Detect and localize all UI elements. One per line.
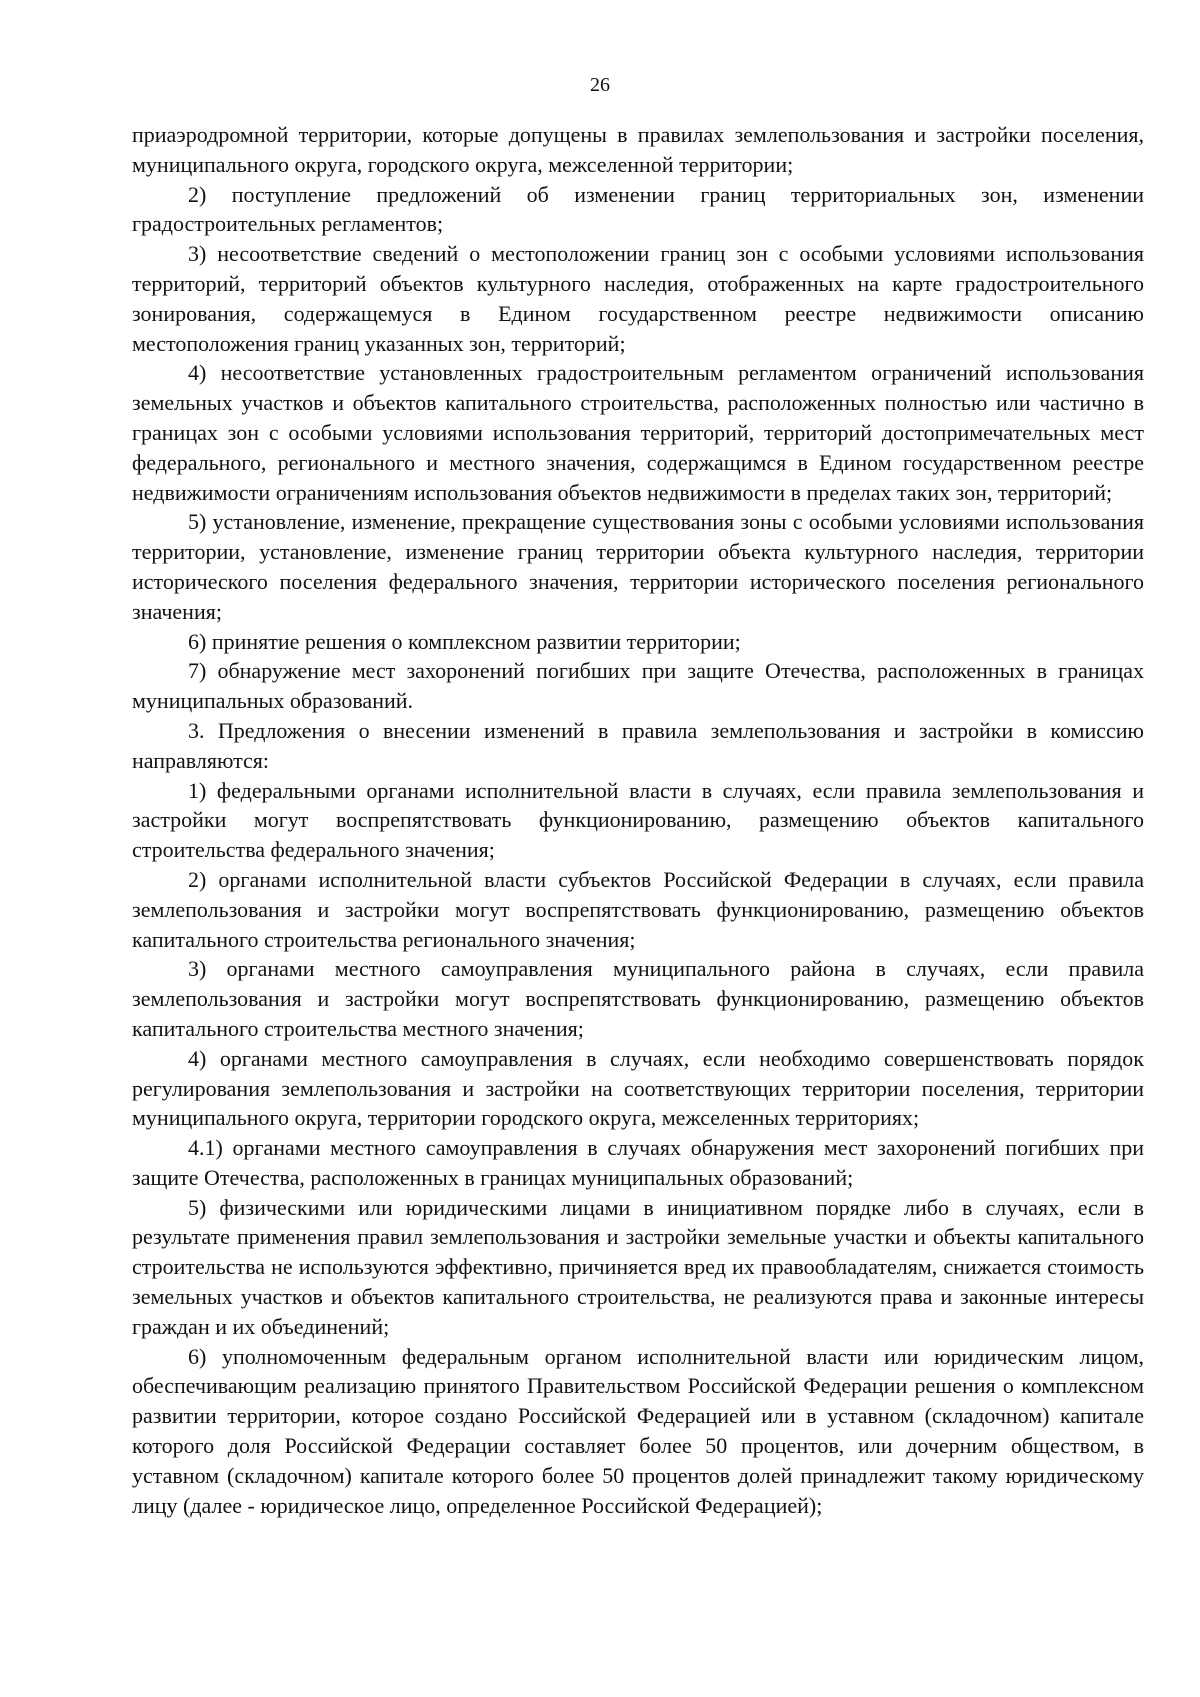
paragraph-section-3: 3. Предложения о внесении изменений в правила землепользования и застройки в комиссию направляются:: [132, 717, 1144, 773]
paragraph-item-3: 3) несоответствие сведений о местоположении границ зон с особыми условиями использования территорий, территорий объектов культурного наследия, отображенных на карте градостроительного зонирования, содержащемуся в Едином государственном реестре недвижимости описанию местоположения границ указанных зон, территорий;: [132, 241, 1144, 356]
page-number: 26: [590, 74, 610, 96]
paragraph-subitem-6: 6) уполномоченным федеральным органом исполнительной власти или юридическим лицом, обеспечивающим реализацию принятого Правительством Российской Федерации решения о комплексном развитии территории, которое создано Российской Федерацией или в уставном (складочном) капитале которого доля Российской Федерации составляет более 50 процентов, или дочерним обществом, в уставном (складочном) капитале которого более 50 процентов долей принадлежит такому юридическому лицу (далее - юридическое лицо, определенное Российской Федерацией);: [132, 1343, 1144, 1518]
paragraph-subitem-3: 3) органами местного самоуправления муниципального района в случаях, если правила землепользования и застройки могут воспрепятствовать функционированию, размещению объектов капитального строительства местного значения;: [132, 956, 1144, 1041]
paragraph-subitem-4: 4) органами местного самоуправления в случаях, если необходимо совершенствовать порядок регулирования землепользования и застройки на соответствующих территории поселения, территории муниципального округа, территории городского округа, межселенных территориях;: [132, 1045, 1144, 1131]
paragraph-subitem-1: 1) федеральными органами исполнительной власти в случаях, если правила землепользования и застройки могут воспрепятствовать функционированию, размещению объектов капитального строительства федерального значения;: [132, 777, 1144, 863]
paragraph-item-4: 4) несоответствие установленных градостроительным регламентом ограничений использования земельных участков и объектов капитального строительства, расположенных полностью или частично в границах зон с особыми условиями использования территорий, территорий достопримечательных мест федерального, регионального и местного значения, содержащимся в Едином государственном реестре недвижимости ограничениям использования объектов недвижимости в пределах таких зон, территорий;: [132, 360, 1144, 505]
paragraph-continuation: приаэродромной территории, которые допущены в правилах землепользования и застройки поселения, муниципального округа, городского округа, межселенной территории;: [132, 122, 1144, 177]
paragraph-subitem-2: 2) органами исполнительной власти субъектов Российской Федерации в случаях, если правила землепользования и застройки могут воспрепятствовать функционированию, размещению объектов капитального строительства регионального значения;: [132, 866, 1144, 952]
paragraph-item-6: 6) принятие решения о комплексном развитии территории;: [188, 628, 741, 654]
paragraph-subitem-5: 5) физическими или юридическими лицами в инициативном порядке либо в случаях, если в результате применения правил землепользования и застройки земельные участки и объекты капитального строительства не используются эффективно, причиняется вред их правообладателям, снижается стоимость земельных участков и объектов капитального строительства, не реализуются права и законные интересы граждан и их объединений;: [132, 1194, 1144, 1339]
paragraph-item-7: 7) обнаружение мест захоронений погибших при защите Отечества, расположенных в границах муниципальных образований.: [132, 658, 1144, 714]
paragraph-subitem-4-1: 4.1) органами местного самоуправления в случаях обнаружения мест захоронений погибших при защите Отечества, расположенных в границах муниципальных образований;: [132, 1135, 1144, 1190]
document-body: [132, 120, 1144, 1520]
paragraph-item-5: 5) установление, изменение, прекращение существования зоны с особыми условиями использования территории, установление, изменение границ территории объекта культурного наследия, территории исторического поселения федерального значения, территории исторического поселения регионального значения;: [132, 509, 1144, 624]
paragraph-item-2: 2) поступление предложений об изменении границ территориальных зон, изменении градостроительных регламентов;: [132, 181, 1144, 237]
